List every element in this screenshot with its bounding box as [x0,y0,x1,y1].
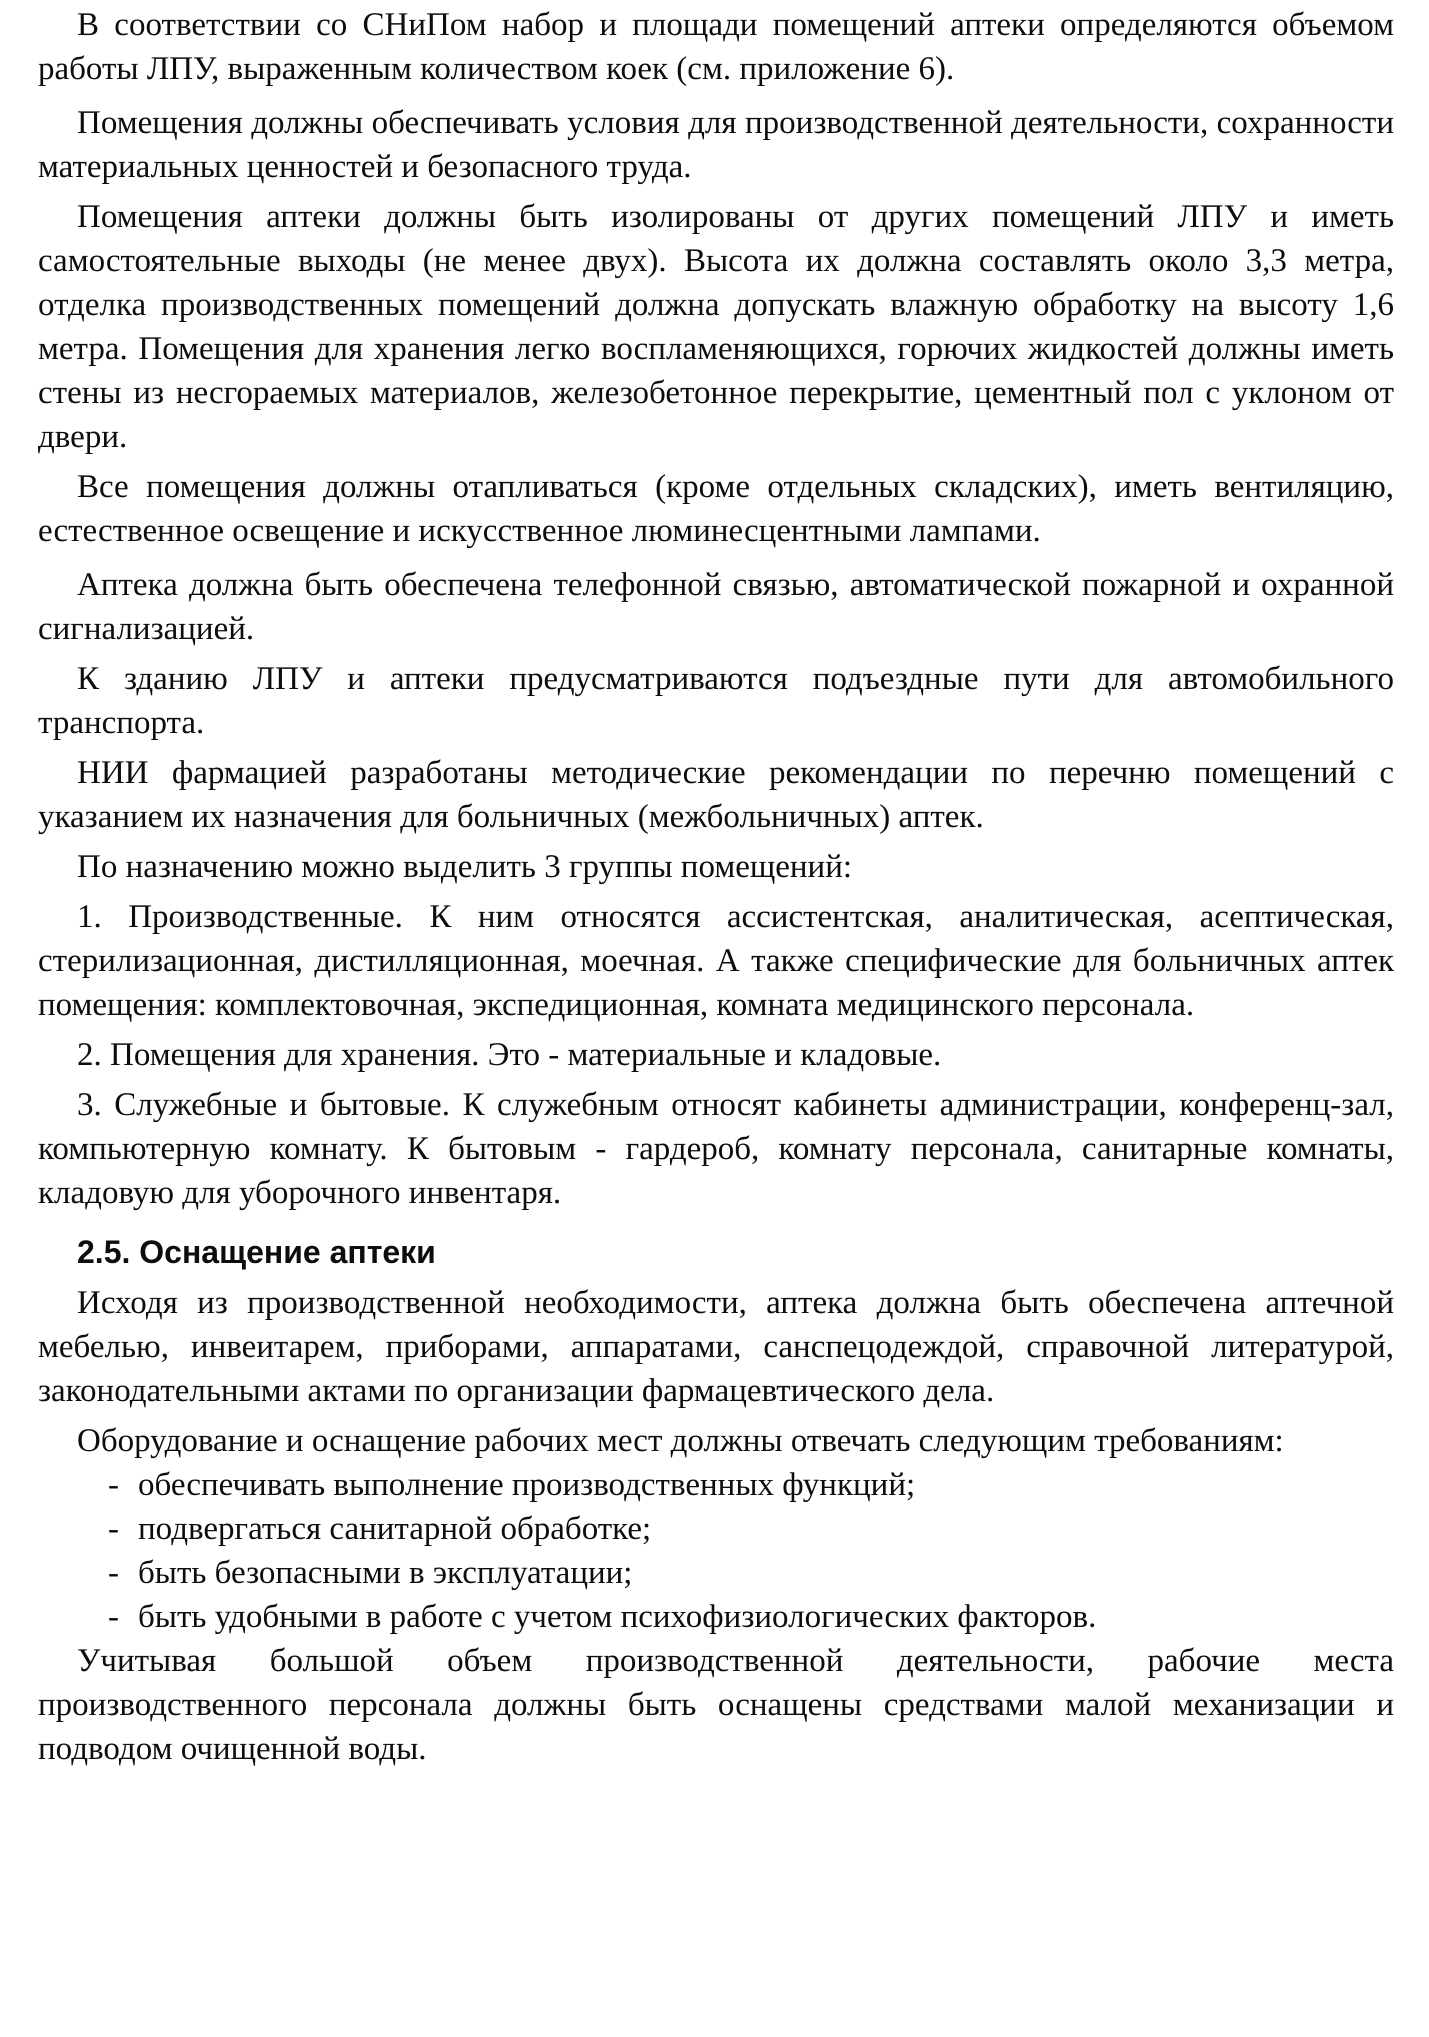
list-item-text: быть безопасными в эксплуатации; [138,1555,633,1591]
paragraph-room-groups-intro: По назначению можно выделить 3 группы помещений: [77,849,853,885]
list-item [108,1507,1394,1551]
paragraph-room-isolation: Помещения аптеки должны быть изолированы от других помещений ЛПУ и иметь самостоятельные выходы (не менее двух). Высота их должна составлять около 3,3 метра, отделка производственных помещений должна допускать влажную обработку на высоту 1,6 метра. Помещения для хранения легко воспламеняющихся, горючих жидкостей должны иметь стены из несгораемых материалов, железобетонное перекрытие, цементный пол с уклоном от двери. [38,199,1394,455]
list-dash: - [108,1467,119,1503]
list-item [108,1595,1394,1639]
paragraph-heating-ventilation: Все помещения должны отапливаться (кроме отдельных складских), иметь вентиляцию, естественное освещение и искусственное люминесцентными лампами. [38,469,1394,549]
section-heading: 2.5. Оснащение аптеки [77,1234,436,1270]
paragraph-mechanization: Учитывая большой объем производственной деятельности, рабочие места производственного персонала должны быть оснащены средствами малой механизации и подводом очищенной воды. [38,1643,1394,1767]
requirements-list [38,1463,1394,1639]
list-dash: - [108,1511,119,1547]
list-item-text: быть удобными в работе с учетом психофизиологических факторов. [138,1599,1097,1635]
paragraph-group-storage: 2. Помещения для хранения. Это - материальные и кладовые. [77,1037,942,1073]
paragraph-nii-recommendations: НИИ фармацией разработаны методические рекомендации по перечню помещений с указанием их назначения для больничных (межбольничных) аптек. [38,755,1394,835]
list-item [108,1551,1394,1595]
paragraph-group-service: 3. Служебные и бытовые. К служебным относят кабинеты администрации, конференц-зал, компьютерную комнату. К бытовым - гардероб, комнату персонала, санитарные комнаты, кладовую для уборочного инвентаря. [38,1087,1394,1211]
paragraph-equipment-need: Исходя из производственной необходимости, аптека должна быть обеспечена аптечной мебелью, инвеитарем, приборами, аппаратами, санспецодеждой, справочной литературой, законодательными актами по организации фармацевтического дела. [38,1285,1394,1409]
paragraph-access-roads: К зданию ЛПУ и аптеки предусматриваются подъездные пути для автомобильного транспорта. [38,661,1394,741]
paragraph-workplace-requirements: Оборудование и оснащение рабочих мест должны отвечать следующим требованиям: [77,1423,1284,1459]
paragraph-alarm-systems: Аптека должна быть обеспечена телефонной связью, автоматической пожарной и охранной сигнализацией. [38,567,1394,647]
list-dash: - [108,1599,119,1635]
list-item [108,1463,1394,1507]
list-dash: - [108,1555,119,1591]
paragraph-snip-rooms: В соответствии со СНиПом набор и площади помещений аптеки определяются объемом работы ЛПУ, выраженным количеством коек (см. приложение 6). [38,7,1394,87]
paragraph-room-conditions: Помещения должны обеспечивать условия для производственной деятельности, сохранности материальных ценностей и безопасного труда. [38,105,1394,185]
list-item-text: обеспечивать выполнение производственных функций; [138,1467,916,1503]
list-item-text: подвергаться санитарной обработке; [138,1511,652,1547]
paragraph-group-production: 1. Производственные. К ним относятся ассистентская, аналитическая, асептическая, стерилизационная, дистилляционная, моечная. А также специфические для больничных аптек помещения: комплектовочная, экспедиционная, комната медицинского персонала. [38,899,1394,1023]
